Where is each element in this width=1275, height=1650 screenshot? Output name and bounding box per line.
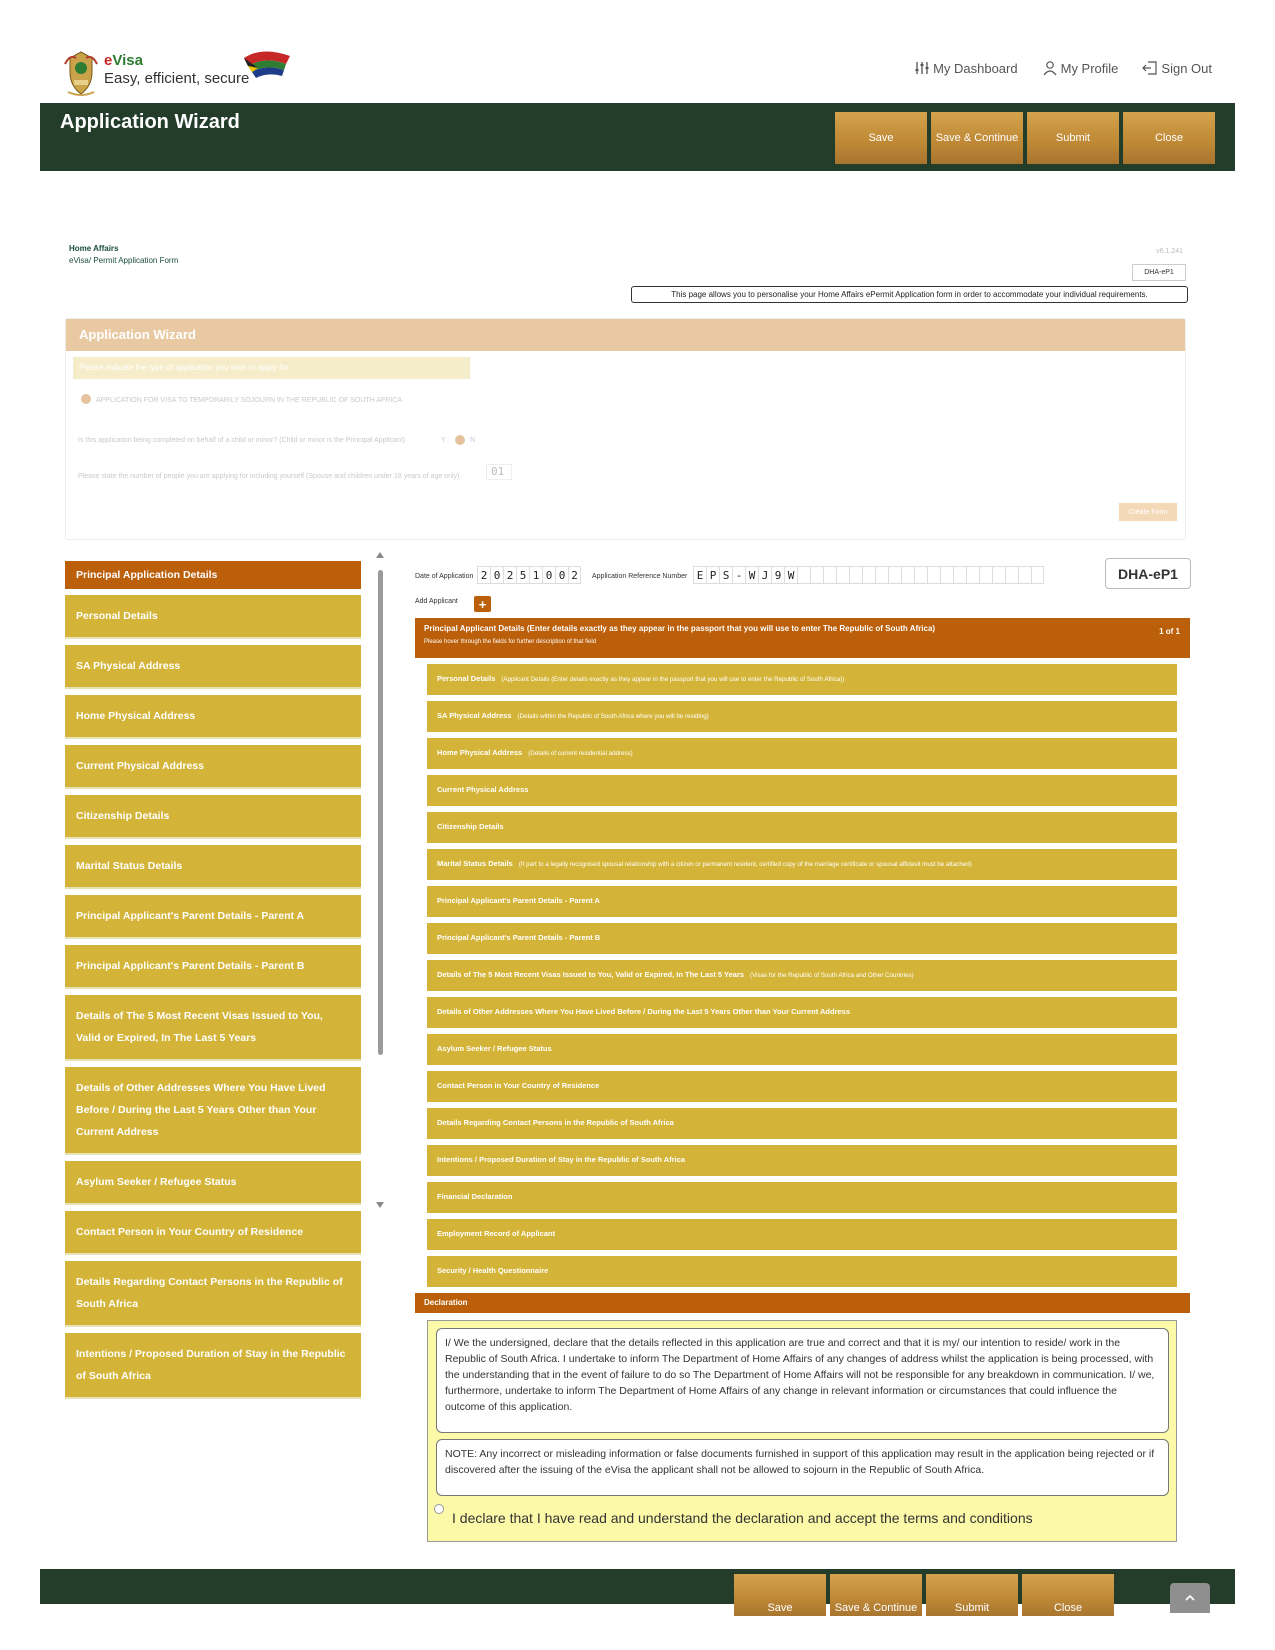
chevron-up-icon [1184, 1592, 1196, 1604]
page-title: Application Wizard [60, 111, 240, 133]
form-section-label: Details Regarding Contact Persons in the Republic of South Africa [437, 1118, 674, 1127]
form-section-label: Current Physical Address [437, 785, 529, 794]
date-digit-cell: 1 [529, 566, 542, 584]
top-nav [914, 60, 1212, 76]
form-section-label: Security / Health Questionnaire [437, 1266, 549, 1275]
footer-close-button[interactable]: Close [1022, 1574, 1114, 1616]
scroll-to-top-button[interactable] [1170, 1583, 1210, 1613]
user-icon [1042, 60, 1058, 76]
date-field[interactable] [477, 566, 581, 584]
brand-name: eVisa [104, 52, 143, 69]
footer-save-button[interactable]: Save [734, 1574, 826, 1616]
form-sections [427, 664, 1195, 1287]
form-section[interactable] [427, 997, 1177, 1028]
reference-digit-cell [940, 566, 953, 584]
reference-digit-cell: 9 [771, 566, 784, 584]
form-section[interactable] [427, 701, 1177, 732]
sidebar-item[interactable]: Home Physical Address [65, 695, 361, 739]
minor-no-label: N [470, 437, 476, 444]
coat-of-arms-logo [62, 50, 100, 98]
form-section-label: Home Physical Address [437, 748, 523, 757]
form-section-note: (Details of current residential address) [528, 750, 633, 757]
footer-actions [734, 1574, 1114, 1616]
reference-digit-cell: W [784, 566, 797, 584]
reference-digit-cell [1031, 566, 1044, 584]
reference-digit-cell [927, 566, 940, 584]
sliders-icon [914, 60, 930, 76]
sidebar [65, 561, 365, 1382]
form-section-note: (Visas for the Republic of South Africa and Other Countries) [750, 972, 914, 979]
breadcrumb [69, 243, 178, 267]
submit-button[interactable]: Submit [1027, 112, 1119, 164]
reference-digit-cell [914, 566, 927, 584]
nav-my-profile[interactable] [1042, 60, 1119, 76]
reference-digit-cell: W [745, 566, 758, 584]
sidebar-item[interactable]: Details of Other Addresses Where You Have Lived Before / During the Last 5 Years Other than Your Current Address [65, 1067, 361, 1155]
reference-digit-cell [953, 566, 966, 584]
sidebar-item[interactable]: Current Physical Address [65, 745, 361, 789]
form-section-label: Intentions / Proposed Duration of Stay in the Republic of South Africa [437, 1155, 686, 1164]
sidebar-scrollbar[interactable] [376, 552, 384, 1212]
reference-digit-cell: J [758, 566, 771, 584]
date-digit-cell: 2 [477, 566, 490, 584]
form-section[interactable] [427, 775, 1177, 806]
form-section-note: (Applicant Details (Enter details exactly as they appear in the passport that you will use to enter the Republic of South Africa)) [501, 676, 845, 683]
form-section-label: Employment Record of Applicant [437, 1229, 556, 1238]
application-type-option: APPLICATION FOR VISA TO TEMPORARILY SOJOURN IN THE REPUBLIC OF SOUTH AFRICA [96, 397, 402, 404]
form-section-note: (If part to a legally recognised spousal relationship with a citizen or permanent resident, certified copy of the marriage certificate or spousal affidavit must be attached) [518, 861, 972, 868]
scroll-thumb[interactable] [378, 570, 383, 1055]
form-section[interactable] [427, 886, 1177, 917]
form-section[interactable] [427, 1219, 1177, 1250]
save-button[interactable]: Save [835, 112, 927, 164]
footer-submit-button[interactable]: Submit [926, 1574, 1018, 1616]
form-section-label: Details of The 5 Most Recent Visas Issued to You, Valid or Expired, In The Last 5 Years [437, 970, 745, 979]
form-section[interactable] [427, 1108, 1177, 1139]
nav-my-dashboard-label: My Dashboard [933, 60, 1018, 76]
header-actions [835, 112, 1215, 164]
form-section[interactable] [427, 960, 1177, 991]
sidebar-item[interactable]: Intentions / Proposed Duration of Stay in the Republic of South Africa [65, 1333, 361, 1399]
reference-digit-cell: E [693, 566, 706, 584]
accept-terms-radio[interactable] [434, 1504, 444, 1514]
date-digit-cell: 2 [503, 566, 516, 584]
form-section[interactable] [427, 849, 1177, 880]
nav-my-profile-label: My Profile [1060, 60, 1119, 76]
sidebar-item[interactable]: Marital Status Details [65, 845, 361, 889]
add-applicant-button[interactable] [474, 596, 491, 612]
form-section-label: SA Physical Address [437, 711, 512, 720]
breadcrumb-form: eVisa/ Permit Application Form [69, 256, 179, 265]
sidebar-item[interactable]: SA Physical Address [65, 645, 361, 689]
form-section-label: Contact Person in Your Country of Residence [437, 1081, 600, 1090]
reference-digit-cell [823, 566, 836, 584]
top-bar [62, 46, 1212, 102]
principal-applicant-header[interactable] [415, 618, 1190, 658]
people-count-field[interactable]: 01 [486, 464, 512, 480]
form-section[interactable] [427, 1071, 1177, 1102]
form-section[interactable] [427, 1256, 1177, 1287]
reference-digit-cell: S [719, 566, 732, 584]
date-digit-cell: 5 [516, 566, 529, 584]
scroll-up-icon[interactable] [376, 552, 384, 558]
date-digit-cell: 0 [555, 566, 568, 584]
minor-yes-label: Y [441, 437, 446, 444]
form-section-label: Personal Details [437, 674, 496, 683]
date-digit-cell: 0 [542, 566, 555, 584]
form-section[interactable] [427, 664, 1177, 695]
sidebar-item-principal-application-details[interactable]: Principal Application Details [65, 561, 361, 589]
form-code-label: DHA-eP1 [1132, 264, 1186, 281]
form-section[interactable] [427, 1034, 1177, 1065]
reference-digit-cell [901, 566, 914, 584]
wizard-question: Please indicate the type of application you wish to apply for [73, 357, 470, 379]
reference-digit-cell [875, 566, 888, 584]
wizard-panel [65, 318, 1186, 540]
form-code-badge: DHA-eP1 [1105, 558, 1191, 589]
accept-terms-label: I declare that I have read and understand the declaration and accept the terms and conditions [452, 1510, 1033, 1526]
footer-band [40, 1569, 1235, 1614]
sidebar-item[interactable]: Contact Person in Your Country of Residence [65, 1211, 361, 1255]
reference-digit-cell [979, 566, 992, 584]
form-section-label: Marital Status Details [437, 859, 513, 868]
plus-icon: + [478, 596, 487, 612]
footer-save-continue-button[interactable]: Save & Continue [830, 1574, 922, 1616]
ref-label: Application Reference Number [592, 573, 688, 580]
form-section-label: Citizenship Details [437, 822, 504, 831]
reference-digit-cell [797, 566, 810, 584]
close-button[interactable]: Close [1123, 112, 1215, 164]
principal-applicant-subtitle: Please hover through the fields for further description of that field [424, 639, 597, 645]
form-section[interactable] [427, 1182, 1177, 1213]
sa-flag-icon [242, 46, 292, 82]
form-section-label: Details of Other Addresses Where You Have Lived Before / During the Last 5 Years Other than Your Current Address [437, 1007, 851, 1016]
breadcrumb-home[interactable]: Home Affairs [69, 244, 119, 253]
add-applicant-row [415, 592, 1195, 618]
reference-digit-cell [888, 566, 901, 584]
minor-question: Is this application being completed on behalf of a child or minor? (Child or minor is the Principal Applicant) [78, 437, 406, 444]
reference-digit-cell: - [732, 566, 745, 584]
application-meta-row [415, 558, 1195, 592]
wizard-panel-title: Application Wizard [66, 319, 1185, 351]
reference-digit-cell [849, 566, 862, 584]
form-section[interactable] [427, 738, 1177, 769]
sidebar-item[interactable]: Personal Details [65, 595, 361, 639]
form-section-label: Principal Applicant's Parent Details - Parent A [437, 896, 600, 905]
sign-out-icon [1142, 60, 1158, 76]
nav-sign-out-label: Sign Out [1161, 60, 1212, 76]
declaration-note: NOTE: Any incorrect or misleading information or false documents furnished in support of this application may result in the application being rejected or if discovered after the issuing of the eVisa the applicant shall not be allowed to sojourn in the Republic of South Africa. [436, 1439, 1169, 1496]
brand [104, 52, 249, 87]
info-note: This page allows you to personalise your Home Affairs ePermit Application form in order to accommodate your individual requirements. [631, 286, 1188, 303]
form-section[interactable] [427, 1145, 1177, 1176]
reference-digit-cell [836, 566, 849, 584]
reference-field[interactable] [693, 566, 1044, 584]
date-label: Date of Application [415, 573, 474, 580]
version-label: v6.1.241 [1156, 248, 1183, 255]
add-applicant-label: Add Applicant [415, 598, 458, 605]
minor-no-radio[interactable] [455, 435, 465, 445]
application-type-radio[interactable] [81, 394, 91, 404]
reference-digit-cell: P [706, 566, 719, 584]
reference-digit-cell [992, 566, 1005, 584]
form-section[interactable] [427, 812, 1177, 843]
form-section-label: Principal Applicant's Parent Details - Parent B [437, 933, 601, 942]
declaration-text: I/ We the undersigned, declare that the details reflected in this application are true and correct and that it is my/ our intention to reside/ work in the Republic of South Africa. I undertake to inform The Department of Home Affairs of any changes of address whilst the application is being processed, with the understanding that in the event of failure to do so The Department of Home Affairs will not be responsible for any breakdown in communication. I/ we, furthermore, undertake to inform The Department of Home Affairs of any change in relevant information or circumstances that could influence the outcome of this application. [436, 1328, 1169, 1433]
scroll-down-icon[interactable] [376, 1202, 384, 1208]
principal-applicant-title: Principal Applicant Details (Enter details exactly as they appear in the passport that you will use to enter The Republic of South Africa) [424, 624, 936, 633]
declaration-panel [427, 1320, 1177, 1542]
page-indicator: 1 of 1 [1159, 627, 1180, 636]
reference-digit-cell [862, 566, 875, 584]
nav-sign-out[interactable] [1142, 60, 1212, 76]
sidebar-item[interactable]: Citizenship Details [65, 795, 361, 839]
sidebar-item[interactable]: Details of The 5 Most Recent Visas Issued to You, Valid or Expired, In The Last 5 Years [65, 995, 361, 1061]
nav-my-dashboard[interactable] [914, 60, 1018, 76]
reference-digit-cell [1005, 566, 1018, 584]
date-digit-cell: 0 [490, 566, 503, 584]
accept-terms-row [434, 1504, 1033, 1526]
sidebar-item[interactable]: Details Regarding Contact Persons in the Republic of South Africa [65, 1261, 361, 1327]
people-question: Please state the number of people you are applying for including yourself (Spouse and children under 18 years of age only) [78, 473, 460, 480]
save-continue-button[interactable]: Save & Continue [931, 112, 1023, 164]
create-form-button[interactable]: Create Form [1119, 503, 1177, 521]
sidebar-item[interactable]: Principal Applicant's Parent Details - Parent B [65, 945, 361, 989]
header-band [40, 103, 1235, 171]
form-section-label: Financial Declaration [437, 1192, 513, 1201]
reference-digit-cell [966, 566, 979, 584]
sidebar-item[interactable]: Asylum Seeker / Refugee Status [65, 1161, 361, 1205]
sidebar-item[interactable]: Principal Applicant's Parent Details - Parent A [65, 895, 361, 939]
main-form [415, 558, 1195, 1542]
form-section-label: Asylum Seeker / Refugee Status [437, 1044, 552, 1053]
form-section[interactable] [427, 923, 1177, 954]
reference-digit-cell [810, 566, 823, 584]
date-digit-cell: 2 [568, 566, 581, 584]
reference-digit-cell [1018, 566, 1031, 584]
form-section-note: (Details within the Republic of South Africa where you will be residing) [517, 713, 709, 720]
brand-tagline: Easy, efficient, secure [104, 70, 250, 87]
declaration-header: Declaration [415, 1293, 1190, 1313]
